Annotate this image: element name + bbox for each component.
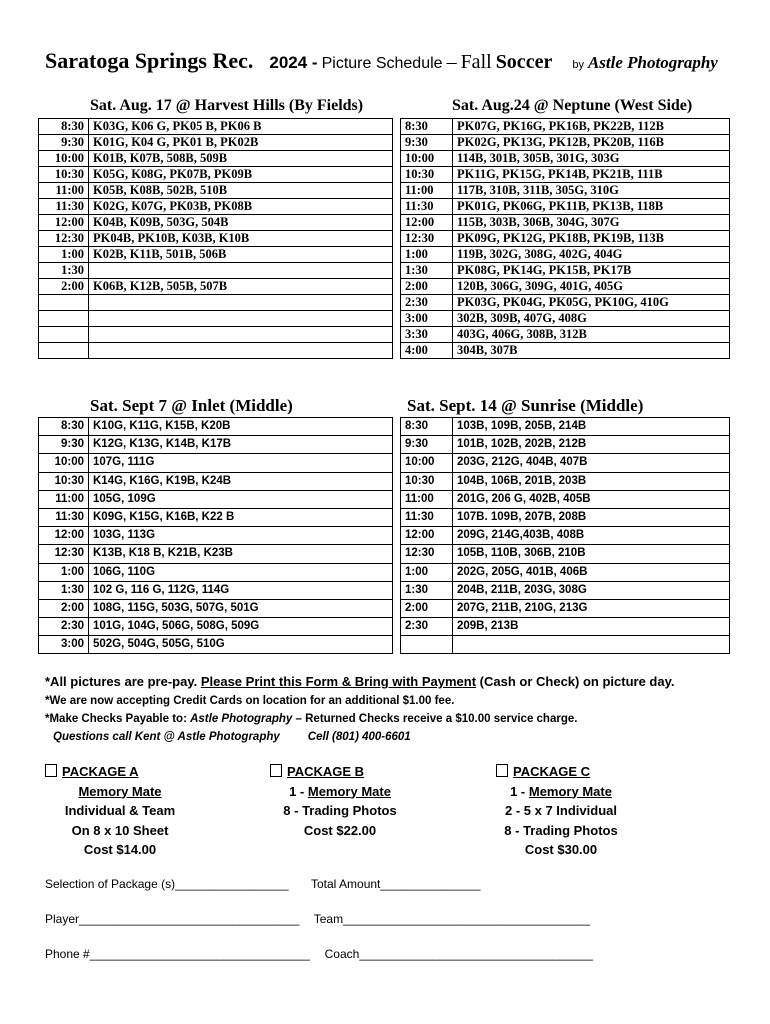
time-slot: 11:00 xyxy=(401,183,453,199)
schedule-row xyxy=(401,135,730,151)
schedule-table-sept14 xyxy=(400,417,730,654)
package-checkbox[interactable] xyxy=(45,764,57,777)
time-slot: 4:00 xyxy=(401,343,453,359)
team-list: 117B, 310B, 311B, 305G, 310G xyxy=(453,183,730,199)
time-slot: 12:00 xyxy=(39,527,89,545)
time-slot: 12:00 xyxy=(401,527,453,545)
package-c xyxy=(496,762,626,860)
time-slot: 12:30 xyxy=(401,231,453,247)
schedule-row xyxy=(39,418,393,436)
team-list: 106G, 110G xyxy=(89,563,393,581)
schedule-row xyxy=(39,490,393,508)
team-list: 201G, 206 G, 402B, 405B xyxy=(453,490,730,508)
schedule-row xyxy=(39,247,393,263)
team-list: 209G, 214G,403B, 408B xyxy=(453,527,730,545)
schedule-row xyxy=(401,247,730,263)
team-list: PK11G, PK15G, PK14B, PK21B, 111B xyxy=(453,167,730,183)
note-checks: *Make Checks Payable to: Astle Photography – Returned Checks receive a $10.00 service charge. xyxy=(45,713,578,725)
schedule-row xyxy=(401,599,730,617)
schedule-row xyxy=(401,199,730,215)
time-slot: 8:30 xyxy=(39,119,89,135)
time-slot xyxy=(401,636,453,654)
package-header xyxy=(496,762,626,782)
phone-field[interactable]: Phone #_________________________________ xyxy=(45,947,310,961)
time-slot: 10:30 xyxy=(39,167,89,183)
team-list: 302B, 309B, 407G, 408G xyxy=(453,311,730,327)
note-prepay: *All pictures are pre-pay. Please Print this Form & Bring with Payment (Cash or Check) on picture day. xyxy=(45,674,675,689)
schedule-table-sept7 xyxy=(38,417,393,654)
package-header xyxy=(270,762,410,782)
team-list: PK01G, PK06G, PK11B, PK13B, 118B xyxy=(453,199,730,215)
schedule-row xyxy=(401,263,730,279)
schedule-row xyxy=(39,215,393,231)
time-slot xyxy=(39,327,89,343)
schedule-row xyxy=(39,436,393,454)
block-title-aug24: Sat. Aug.24 @ Neptune (West Side) xyxy=(452,97,693,114)
form-row-player xyxy=(45,912,590,926)
coach-field[interactable]: Coach___________________________________ xyxy=(324,947,593,961)
by-label: by xyxy=(572,59,584,71)
form-row-selection xyxy=(45,877,480,891)
total-amount-field[interactable]: Total Amount_______________ xyxy=(311,877,481,891)
team-list: K09G, K15G, K16B, K22 B xyxy=(89,508,393,526)
block-title-sept7: Sat. Sept 7 @ Inlet (Middle) xyxy=(90,396,293,415)
team-list: PK03G, PK04G, PK05G, PK10G, 410G xyxy=(453,295,730,311)
team-list: K01B, K07B, 508B, 509B xyxy=(89,151,393,167)
time-slot: 2:30 xyxy=(401,618,453,636)
time-slot: 11:30 xyxy=(401,508,453,526)
team-list: K02G, K07G, PK03B, PK08B xyxy=(89,199,393,215)
sport-name: Soccer xyxy=(495,51,553,73)
schedule-row xyxy=(401,119,730,135)
team-list: K14G, K16G, K19B, K24B xyxy=(89,472,393,490)
season-year: 2024 - xyxy=(269,53,318,72)
team-list: PK07G, PK16G, PK16B, PK22B, 112B xyxy=(453,119,730,135)
team-list: 209B, 213B xyxy=(453,618,730,636)
time-slot: 10:30 xyxy=(39,472,89,490)
schedule-row xyxy=(39,183,393,199)
schedule-row xyxy=(39,295,393,311)
package-line: 8 - Trading Photos xyxy=(283,803,397,818)
team-list: PK02G, PK13G, PK12B, PK20B, 116B xyxy=(453,135,730,151)
team-list xyxy=(89,327,393,343)
team-list: 204B, 211B, 203G, 308G xyxy=(453,581,730,599)
team-list: 103G, 113G xyxy=(89,527,393,545)
team-list: 105B, 110B, 306B, 210B xyxy=(453,545,730,563)
team-list: 102 G, 116 G, 112G, 114G xyxy=(89,581,393,599)
team-list: 114B, 301B, 305B, 301G, 303G xyxy=(453,151,730,167)
time-slot: 1:00 xyxy=(401,247,453,263)
schedule-row xyxy=(401,563,730,581)
package-a xyxy=(45,762,195,860)
team-list: 103B, 109B, 205B, 214B xyxy=(453,418,730,436)
team-list: 107B. 109B, 207B, 208B xyxy=(453,508,730,526)
time-slot: 12:30 xyxy=(401,545,453,563)
note-questions: Questions call Kent @ Astle Photography Cell (801) 400-6601 xyxy=(53,731,411,743)
schedule-row xyxy=(401,311,730,327)
team-list: K13B, K18 B, K21B, K23B xyxy=(89,545,393,563)
team-list: 107G, 111G xyxy=(89,454,393,472)
team-list xyxy=(89,295,393,311)
time-slot: 1:30 xyxy=(401,263,453,279)
package-line: 2 - 5 x 7 Individual xyxy=(505,803,617,818)
sport-prefix: Fall xyxy=(460,51,492,73)
time-slot: 2:00 xyxy=(39,599,89,617)
block-title-aug17: Sat. Aug. 17 @ Harvest Hills (By Fields) xyxy=(90,97,364,114)
team-list: 120B, 306G, 309G, 401G, 405G xyxy=(453,279,730,295)
time-slot: 12:00 xyxy=(401,215,453,231)
schedule-row xyxy=(401,508,730,526)
schedule-row xyxy=(401,215,730,231)
team-list: 101G, 104G, 506G, 508G, 509G xyxy=(89,618,393,636)
time-slot: 8:30 xyxy=(401,418,453,436)
time-slot: 9:30 xyxy=(401,436,453,454)
team-list: 108G, 115G, 503G, 507G, 501G xyxy=(89,599,393,617)
package-selection-field[interactable]: Selection of Package (s)_________________ xyxy=(45,877,289,891)
schedule-row xyxy=(401,490,730,508)
schedule-row xyxy=(401,454,730,472)
team-list: 104B, 106B, 201B, 203B xyxy=(453,472,730,490)
schedule-row xyxy=(401,436,730,454)
team-list: K03G, K06 G, PK05 B, PK06 B xyxy=(89,119,393,135)
block-title-sept14: Sat. Sept. 14 @ Sunrise (Middle) xyxy=(407,396,644,415)
schedule-row xyxy=(401,581,730,599)
time-slot: 10:00 xyxy=(401,454,453,472)
team-list: 202G, 205G, 401B, 406B xyxy=(453,563,730,581)
photographer-name: Astle Photography xyxy=(587,53,718,72)
schedule-row xyxy=(401,343,730,359)
schedule-row xyxy=(401,618,730,636)
team-list: K06B, K12B, 505B, 507B xyxy=(89,279,393,295)
package-header xyxy=(45,762,195,782)
team-list xyxy=(89,263,393,279)
schedule-row xyxy=(401,167,730,183)
team-list: PK09G, PK12G, PK18B, PK19B, 113B xyxy=(453,231,730,247)
schedule-row xyxy=(401,527,730,545)
schedule-row xyxy=(39,545,393,563)
schedule-row xyxy=(39,263,393,279)
team-list: K05G, K08G, PK07B, PK09B xyxy=(89,167,393,183)
title-dash: – xyxy=(446,51,457,73)
schedule-row xyxy=(401,279,730,295)
time-slot: 11:30 xyxy=(401,199,453,215)
team-list: PK08G, PK14G, PK15B, PK17B xyxy=(453,263,730,279)
time-slot: 1:00 xyxy=(401,563,453,581)
team-list: K02B, K11B, 501B, 506B xyxy=(89,247,393,263)
time-slot xyxy=(39,295,89,311)
schedule-row xyxy=(401,472,730,490)
schedule-row xyxy=(401,231,730,247)
team-list: 115B, 303B, 306B, 304G, 307G xyxy=(453,215,730,231)
time-slot: 3:00 xyxy=(39,636,89,654)
time-slot: 8:30 xyxy=(401,119,453,135)
schedule-row xyxy=(39,636,393,654)
team-list: K10G, K11G, K15B, K20B xyxy=(89,418,393,436)
time-slot: 10:30 xyxy=(401,167,453,183)
team-list: K04B, K09B, 503G, 504B xyxy=(89,215,393,231)
package-line: Cost $22.00 xyxy=(303,822,377,838)
package-line: Cost $30.00 xyxy=(524,842,598,857)
team-list: 403G, 406G, 308B, 312B xyxy=(453,327,730,343)
schedule-row xyxy=(39,119,393,135)
time-slot: 11:00 xyxy=(39,490,89,508)
schedule-row xyxy=(39,231,393,247)
time-slot: 11:30 xyxy=(39,508,89,526)
schedule-table-aug24 xyxy=(400,118,730,359)
time-slot: 12:30 xyxy=(39,231,89,247)
package-line: 8 - Trading Photos xyxy=(504,822,618,838)
form-row-phone xyxy=(45,947,593,961)
schedule-label: Picture Schedule xyxy=(321,55,443,72)
time-slot: 8:30 xyxy=(39,418,89,436)
time-slot: 9:30 xyxy=(401,135,453,151)
team-list xyxy=(89,343,393,359)
schedule-row xyxy=(39,472,393,490)
package-label: PACKAGE B xyxy=(287,764,365,779)
team-field[interactable]: Team_____________________________________ xyxy=(313,912,590,926)
time-slot: 1:30 xyxy=(401,581,453,599)
team-list xyxy=(89,311,393,327)
time-slot: 2:00 xyxy=(401,599,453,617)
time-slot: 1:30 xyxy=(39,263,89,279)
time-slot xyxy=(39,343,89,359)
schedule-row xyxy=(39,508,393,526)
time-slot: 12:30 xyxy=(39,545,89,563)
time-slot: 10:00 xyxy=(39,151,89,167)
time-slot: 1:30 xyxy=(39,581,89,599)
schedule-row xyxy=(39,279,393,295)
time-slot: 1:00 xyxy=(39,563,89,581)
schedule-row xyxy=(39,343,393,359)
package-line: Individual & Team xyxy=(64,803,176,818)
schedule-row xyxy=(401,545,730,563)
package-checkbox[interactable] xyxy=(270,764,282,777)
time-slot: 2:30 xyxy=(39,618,89,636)
package-line: 1 - Memory Mate xyxy=(510,783,612,799)
time-slot: 10:00 xyxy=(401,151,453,167)
time-slot xyxy=(39,311,89,327)
org-name: Saratoga Springs Rec. xyxy=(45,48,254,73)
team-list: 119B, 302G, 308G, 402G, 404G xyxy=(453,247,730,263)
schedule-row xyxy=(401,327,730,343)
time-slot: 12:00 xyxy=(39,215,89,231)
time-slot: 2:30 xyxy=(401,295,453,311)
package-line: Cost $14.00 xyxy=(83,842,157,857)
schedule-row xyxy=(39,311,393,327)
schedule-row xyxy=(401,295,730,311)
time-slot: 11:00 xyxy=(401,490,453,508)
schedule-row xyxy=(39,199,393,215)
package-line: 1 - Memory Mate xyxy=(289,783,391,799)
package-line: On 8 x 10 Sheet xyxy=(71,822,169,838)
note-credit-cards: *We are now accepting Credit Cards on location for an additional $1.00 fee. xyxy=(45,695,455,707)
time-slot: 3:30 xyxy=(401,327,453,343)
schedule-row xyxy=(39,167,393,183)
team-list: PK04B, PK10B, K03B, K10B xyxy=(89,231,393,247)
schedule-row xyxy=(39,581,393,599)
time-slot: 11:30 xyxy=(39,199,89,215)
schedule-row xyxy=(39,599,393,617)
time-slot: 2:00 xyxy=(401,279,453,295)
team-list: 207G, 211B, 210G, 213G xyxy=(453,599,730,617)
schedule-table-aug17 xyxy=(38,118,393,359)
player-field[interactable]: Player_________________________________ xyxy=(45,912,300,926)
team-list: 502G, 504G, 505G, 510G xyxy=(89,636,393,654)
team-list: K01G, K04 G, PK01 B, PK02B xyxy=(89,135,393,151)
schedule-row xyxy=(401,636,730,654)
schedule-row xyxy=(39,135,393,151)
team-list: 105G, 109G xyxy=(89,490,393,508)
package-line: Memory Mate xyxy=(78,783,162,799)
team-list: K05B, K08B, 502B, 510B xyxy=(89,183,393,199)
schedule-row xyxy=(39,454,393,472)
time-slot: 9:30 xyxy=(39,135,89,151)
schedule-row xyxy=(401,183,730,199)
package-label: PACKAGE C xyxy=(513,764,591,779)
page-title xyxy=(45,48,735,74)
package-checkbox[interactable] xyxy=(496,764,508,777)
time-slot: 3:00 xyxy=(401,311,453,327)
schedule-row xyxy=(39,327,393,343)
package-label: PACKAGE A xyxy=(62,764,139,779)
package-b xyxy=(270,762,410,840)
time-slot: 2:00 xyxy=(39,279,89,295)
time-slot: 1:00 xyxy=(39,247,89,263)
team-list xyxy=(453,636,730,654)
team-list: 203G, 212G, 404B, 407B xyxy=(453,454,730,472)
schedule-row xyxy=(39,618,393,636)
time-slot: 9:30 xyxy=(39,436,89,454)
payment-notes xyxy=(45,672,674,746)
team-list: K12G, K13G, K14B, K17B xyxy=(89,436,393,454)
time-slot: 11:00 xyxy=(39,183,89,199)
schedule-row xyxy=(39,527,393,545)
schedule-row xyxy=(39,151,393,167)
time-slot: 10:00 xyxy=(39,454,89,472)
time-slot: 10:30 xyxy=(401,472,453,490)
team-list: 304B, 307B xyxy=(453,343,730,359)
schedule-row xyxy=(39,563,393,581)
schedule-row xyxy=(401,418,730,436)
team-list: 101B, 102B, 202B, 212B xyxy=(453,436,730,454)
schedule-row xyxy=(401,151,730,167)
